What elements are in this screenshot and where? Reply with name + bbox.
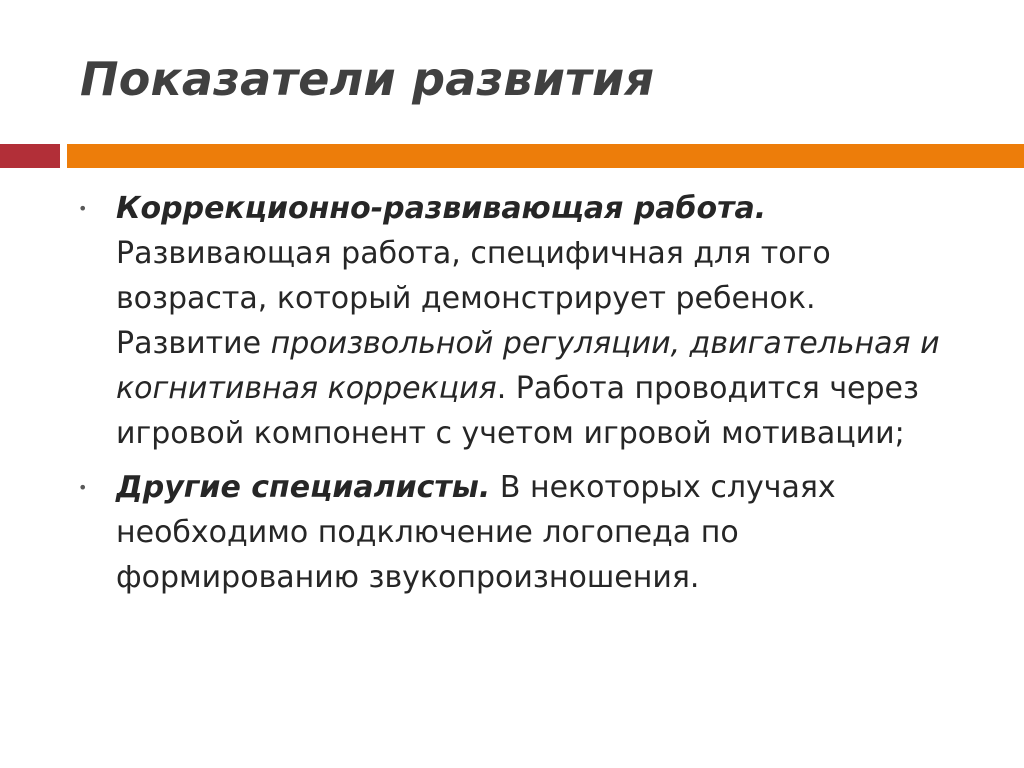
bullet-lead-text: Другие специалисты. (116, 470, 491, 505)
title-accent-bar-right (67, 144, 1024, 168)
bullet-item-correction (78, 186, 958, 456)
bullet-body-text: Развивающая работа, специфичная для того возраста, который демонстрирует ребенок. Развитие (116, 236, 831, 361)
bullet-item-specialists (78, 465, 958, 600)
bullet-marker-icon: • (78, 478, 88, 497)
slide-title: Показатели развития (80, 52, 655, 106)
bullet-list (78, 186, 958, 609)
bullet-body-text: В некоторых случаях необходимо подключение логопеда по формированию звукопроизношения. (116, 470, 836, 595)
bullet-italic-text: произвольной регуляции, двигательная и когнитивная коррекция (116, 326, 940, 406)
bullet-lead-text: Коррекционно-развивающая работа. (116, 191, 767, 226)
title-accent-bar-left (0, 144, 60, 168)
bullet-body-text-end: . Работа проводится через игровой компонент с учетом игровой мотивации; (116, 371, 919, 451)
bullet-marker-icon: • (78, 199, 88, 218)
